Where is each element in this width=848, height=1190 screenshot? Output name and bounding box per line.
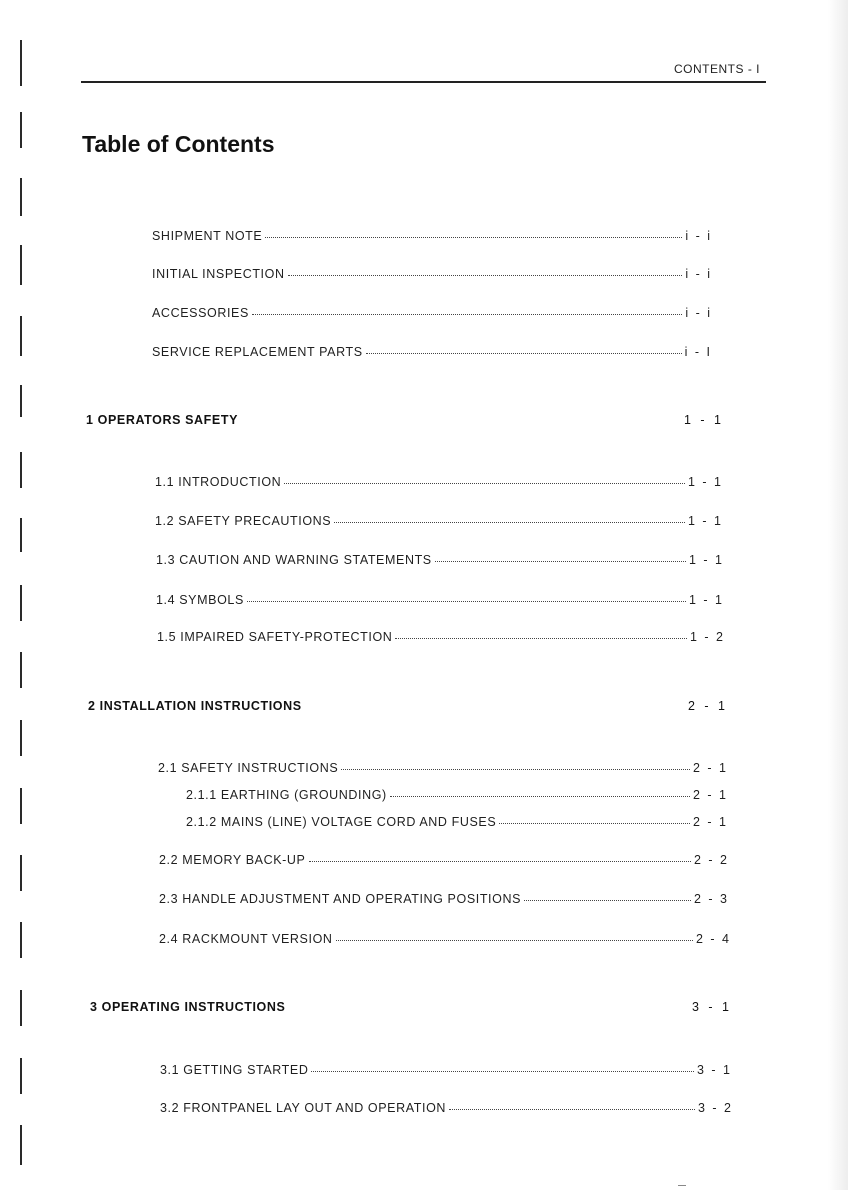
toc-entry[interactable] (156, 553, 724, 567)
page-edge (828, 0, 848, 1190)
toc-entry[interactable] (152, 345, 712, 359)
toc-entry-page: 2 - 4 (695, 932, 731, 946)
toc-entry-title: 2.2 MEMORY BACK-UP (159, 853, 306, 867)
toc-entry-title: 2.1.1 EARTHING (GROUNDING) (186, 788, 387, 802)
toc-entry[interactable] (186, 815, 728, 829)
toc-entry-page: 1 - 2 (689, 630, 725, 644)
dot-leader (336, 940, 693, 941)
dot-leader (247, 601, 686, 602)
binder-mark (20, 922, 22, 958)
toc-entry[interactable] (159, 932, 731, 946)
toc-entry-title: 1.3 CAUTION AND WARNING STATEMENTS (156, 553, 432, 567)
binder-mark (20, 316, 22, 356)
binder-mark (20, 245, 22, 285)
toc-entry-title: 3.1 GETTING STARTED (160, 1063, 309, 1077)
binder-mark (20, 385, 22, 417)
toc-entry-title: ACCESSORIES (152, 306, 249, 320)
chapter-title: 2 INSTALLATION INSTRUCTIONS (88, 699, 302, 713)
chapter-page: 2 - 1 (687, 699, 728, 713)
toc-entry-page: 3 - 2 (697, 1101, 733, 1115)
dot-leader (524, 900, 691, 901)
chapter-heading[interactable] (90, 1000, 732, 1014)
toc-entry-page: 2 - 1 (692, 788, 728, 802)
toc-entry[interactable] (186, 788, 728, 802)
toc-entry-title: 2.3 HANDLE ADJUSTMENT AND OPERATING POSITIONS (159, 892, 522, 906)
toc-entry-title: 1.4 SYMBOLS (156, 593, 244, 607)
toc-entry[interactable] (152, 229, 712, 243)
chapter-title: 1 OPERATORS SAFETY (86, 413, 239, 427)
page-title: Table of Contents (82, 131, 275, 157)
toc-entry[interactable] (160, 1063, 732, 1077)
toc-entry-page: 2 - 1 (692, 761, 728, 775)
dot-leader (341, 769, 690, 770)
toc-entry[interactable] (158, 761, 728, 775)
dot-leader (435, 561, 686, 562)
chapter-heading[interactable] (86, 413, 724, 427)
scan-speck (678, 1185, 686, 1186)
chapter-page: 3 - 1 (691, 1000, 732, 1014)
dot-leader (366, 353, 682, 354)
chapter-title: 3 OPERATING INSTRUCTIONS (90, 1000, 286, 1014)
toc-entry[interactable] (159, 892, 729, 906)
toc-entry[interactable] (156, 593, 724, 607)
binder-mark (20, 452, 22, 488)
dot-leader (449, 1109, 695, 1110)
toc-entry-page: 1 - 1 (688, 593, 724, 607)
binder-mark (20, 40, 22, 86)
chapter-heading[interactable] (88, 699, 728, 713)
toc-entry-title: 1.5 IMPAIRED SAFETY-PROTECTION (157, 630, 393, 644)
toc-entry-page: 1 - 1 (687, 475, 723, 489)
binder-mark (20, 112, 22, 148)
dot-leader (390, 796, 690, 797)
binder-mark (20, 1125, 22, 1165)
toc-entry-title: SHIPMENT NOTE (152, 229, 263, 243)
toc-entry-title: 2.1.2 MAINS (LINE) VOLTAGE CORD AND FUSES (186, 815, 497, 829)
toc-entry[interactable] (155, 475, 723, 489)
dot-leader (288, 275, 683, 276)
binder-mark (20, 652, 22, 688)
binder-mark (20, 720, 22, 756)
toc-entry-page: 2 - 1 (692, 815, 728, 829)
toc-entry-title: 2.1 SAFETY INSTRUCTIONS (158, 761, 339, 775)
running-header: CONTENTS - I (674, 62, 760, 76)
binder-mark (20, 788, 22, 824)
binder-mark (20, 990, 22, 1026)
toc-entry[interactable] (155, 514, 723, 528)
toc-entry-page: 2 - 3 (693, 892, 729, 906)
toc-entry-page: i - i (685, 229, 712, 243)
toc-entry[interactable] (157, 630, 725, 644)
toc-entry-title: 3.2 FRONTPANEL LAY OUT AND OPERATION (160, 1101, 447, 1115)
dot-leader (309, 861, 691, 862)
dot-leader (284, 483, 685, 484)
toc-entry-page: 3 - 1 (696, 1063, 732, 1077)
header-rule (81, 81, 766, 83)
toc-entry-page: 2 - 2 (693, 853, 729, 867)
toc-entry-page: i - i (685, 267, 712, 281)
toc-entry[interactable] (160, 1101, 733, 1115)
dot-leader (334, 522, 685, 523)
chapter-page: 1 - 1 (683, 413, 724, 427)
toc-entry-title: 1.1 INTRODUCTION (155, 475, 282, 489)
toc-entry[interactable] (159, 853, 729, 867)
binder-mark (20, 855, 22, 891)
binder-mark (20, 585, 22, 621)
dot-leader (395, 638, 687, 639)
toc-entry-title: SERVICE REPLACEMENT PARTS (152, 345, 363, 359)
dot-leader (265, 237, 682, 238)
binder-mark (20, 518, 22, 552)
toc-entry-page: i - I (684, 345, 712, 359)
dot-leader (252, 314, 682, 315)
toc-entry[interactable] (152, 267, 712, 281)
dot-leader (311, 1071, 694, 1072)
toc-entry-page: 1 - 1 (688, 553, 724, 567)
toc-entry-page: 1 - 1 (687, 514, 723, 528)
toc-entry-title: 1.2 SAFETY PRECAUTIONS (155, 514, 332, 528)
binder-mark (20, 178, 22, 216)
dot-leader (499, 823, 690, 824)
toc-entry[interactable] (152, 306, 712, 320)
binder-mark (20, 1058, 22, 1094)
toc-entry-page: i - i (685, 306, 712, 320)
toc-entry-title: 2.4 RACKMOUNT VERSION (159, 932, 333, 946)
toc-entry-title: INITIAL INSPECTION (152, 267, 285, 281)
